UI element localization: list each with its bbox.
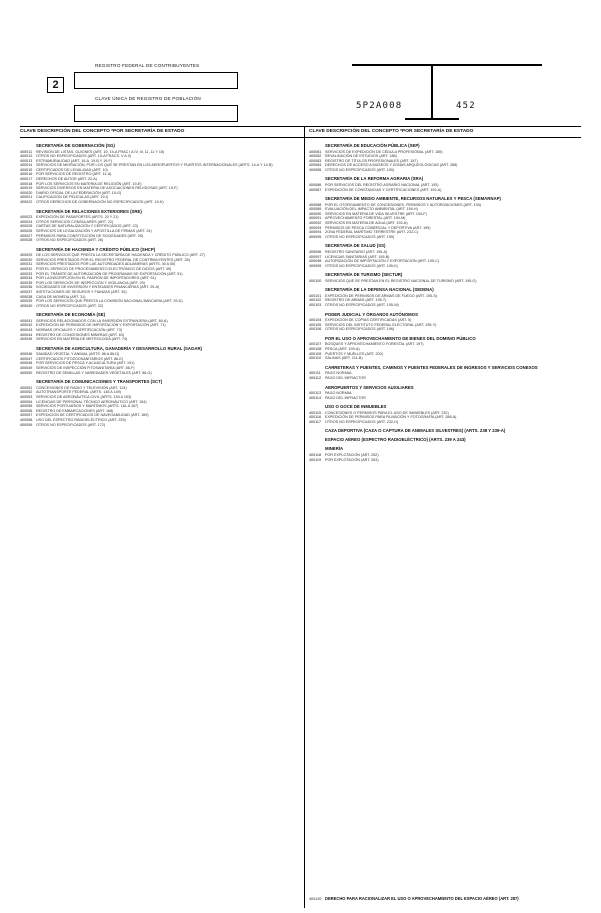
concept-description: OTROS NO ESPECIFICADOS (ART. 232-D) (325, 419, 399, 424)
concept-description: OTROS NO ESPECIFICADOS (ART. 195-K) (325, 263, 398, 268)
concept-key: 400095 (309, 234, 322, 239)
concept-key: 400081 (309, 149, 322, 154)
concept-description: CALIFICACIÓN DE PELÍCULAS (ART. 19-I) (36, 195, 109, 200)
concept-key: 400119 (309, 457, 322, 462)
concept-description: AUTOTRANSPORTE FEDERAL (ARTS. 148 A 149) (36, 390, 121, 395)
concept-key: 400098 (309, 259, 322, 264)
concept-key: 400053 (20, 394, 33, 399)
concept-key: 400097 (309, 254, 322, 259)
concept-description: OTROS SERVICIOS CONSULARES (ART. 22) (36, 219, 114, 224)
concept-description: SERVICIOS DIVERSOS EN MATERIA DE ASOCIACIONES RELIGIOSAS (ART. 19-F) (36, 186, 178, 191)
section-title: ESPACIO AÉREO (ESPECTRO RADIOELÉCTRICO) (ARTS. 239 A 243) (325, 437, 466, 443)
concept-description: EXPEDICIÓN DE PERMISOS DE ARMAS DE FUEGO (ART. 195-S) (325, 293, 438, 298)
concept-description: PERMISOS PARA CONSTITUCIÓN DE SOCIEDADES (ART. 25) (36, 233, 144, 238)
concept-description: POR EL TRÁMITE DE AUTORIZACIÓN DE PROGRAMAS DE EXPORTACIÓN (ART. 51) (36, 271, 183, 276)
section-title: SECRETARÍA DE SALUD (SS) (325, 243, 386, 249)
concept-description: PAGO DEL INFRACTOR (325, 395, 366, 400)
concept-description: POR LA INSCRIPCIÓN EN EL PADRÓN DE IMPORTADORES (ART. 51) (36, 276, 156, 281)
concept-description: PAGO NORMAL (325, 371, 353, 376)
concept-description: OTROS NO ESPECIFICADOS (ART. 19-A FRACS. V A X) (36, 154, 132, 159)
concept-row (309, 264, 581, 269)
concept-key: 400102 (309, 298, 322, 303)
concept-key: 400093 (309, 225, 322, 230)
concept-description: EXPEDICIÓN DE PERMISOS PARA FILMACIÓN Y FOTOGRAFÍA (ART. 288-A) (325, 415, 457, 420)
concept-key: 400021 (20, 195, 33, 200)
concept-key: 400094 (309, 230, 322, 235)
left-concepts-column (20, 139, 300, 907)
left-column-header: CLAVE DESCRIPCIÓN DEL CONCEPTO *POR SECRETARÍA DE ESTADO (20, 129, 185, 134)
concept-description: SERVICIOS QUE SE PRESTAN EN EL REGISTRO NACIONAL DE TURISMO (ART. 195-O) (325, 278, 477, 283)
concept-row (309, 376, 581, 381)
concept-key: 400025 (20, 224, 33, 229)
concept-description: SERVICIOS EN MATERIA DE METROLOGÍA (ART. 74) (36, 337, 128, 342)
concept-key: 400045 (20, 337, 33, 342)
concept-key: 400116 (309, 415, 322, 420)
concept-row (20, 304, 300, 309)
concept-key: 400043 (20, 328, 33, 332)
concept-key: 400091 (309, 216, 322, 221)
concept-key: 400120 (309, 897, 322, 901)
concept-description: SERVICIOS PRESTADOS POR LAS AUTORIDADES ADUANERAS (ARTS. 40 A 50) (36, 262, 176, 267)
concept-key: 400106 (309, 327, 322, 332)
concept-key: 400105 (309, 322, 322, 327)
concept-description: PESCA (ART. 199-A) (325, 347, 360, 352)
concept-key: 400028 (20, 238, 33, 243)
concept-key: 400024 (20, 219, 33, 224)
concept-key: 400026 (20, 228, 33, 233)
concept-description: EXPEDICIÓN DE CONSTANCIAS Y CERTIFICACIONES (ART. 192-A) (325, 187, 442, 192)
concept-key: 400115 (309, 410, 322, 415)
concept-description: REGISTRO DE TÍTULOS PROFESIONALES (ART. 187) (325, 158, 418, 163)
concept-description: CASA DE MONEDA (ART. 31) (36, 294, 86, 299)
concept-description: REGISTRO SANITARIO (ART. 195-A) (325, 249, 388, 254)
concept-description: REVALIDACIÓN DE ESTUDIOS (ART. 186) (325, 154, 397, 159)
concept-key: 400022 (20, 200, 33, 205)
concept-description: AUTORIZACIÓN DE IMPORTACIÓN Y EXPORTACIÓN (ART. 195-C) (325, 259, 439, 264)
concept-key: 400118 (309, 452, 322, 457)
concept-description: OTROS NO ESPECIFICADOS (ART. 26) (36, 238, 104, 243)
concept-description: LICENCIAS SANITARIAS (ART. 195-B) (325, 254, 390, 259)
concept-description: EXPEDICIÓN DE COPIAS CERTIFICADAS (ART. 5) (325, 318, 412, 323)
bracket-stem (431, 64, 433, 119)
right-column-header: CLAVE DESCRIPCIÓN DEL CONCEPTO *POR SECRETARÍA DE ESTADO (309, 129, 474, 134)
section-title: SECRETARÍA DE RELACIONES EXTERIORES (SRE) (36, 208, 142, 214)
column-divider (304, 126, 305, 908)
footer-concept-row (309, 897, 581, 902)
concept-key: 400113 (309, 391, 322, 395)
concept-description: LICENCIAS DE PERSONAL TÉCNICO AERONÁUTICO (ART. 154) (36, 399, 147, 404)
bracket-top-rule (352, 64, 542, 66)
concept-description: POR LOS SERVICIOS EN MATERIA DE RELIGIÓN (ART. 19-E) (36, 181, 142, 186)
concept-row (20, 238, 300, 243)
concept-key: 400046 (20, 352, 33, 357)
concept-row (309, 303, 581, 308)
concept-description: CERTIFICADOS FITOZOOSANITARIOS (ART. 86-E) (36, 356, 124, 361)
section-title: PODER JUDICIAL Y ÓRGANOS AUTÓNOMOS (325, 311, 418, 317)
concept-key: 400041 (20, 318, 33, 323)
concept-row (20, 423, 300, 428)
concept-key: 400038 (20, 294, 33, 299)
concept-key: 400051 (20, 385, 33, 390)
concept-key: 400015 (20, 167, 33, 172)
concept-description: SALINAS (ART. 211-B) (325, 356, 363, 361)
concept-key: 400030 (20, 257, 33, 262)
concept-description: NORMAS OFICIALES Y CERTIFICACIÓN (ART. 73) (36, 328, 122, 332)
concept-key: 400086 (309, 182, 322, 187)
concept-key: 400085 (309, 167, 322, 172)
concept-description: PUERTOS Y MUELLES (ART. 200) (325, 351, 383, 356)
concept-key: 400092 (309, 221, 322, 226)
concept-description: EVALUACIÓN DEL IMPACTO AMBIENTAL (ART. 194-H) (325, 207, 418, 212)
concept-description: SERVICIOS DEL INSTITUTO FEDERAL ELECTORAL (ART. 195-Y) (325, 322, 437, 327)
concept-description: POR EXPLOTACIÓN (ART. 262) (325, 452, 379, 457)
concept-description: DERECHOS DE AUTOR (ART. 22-A) (36, 177, 97, 182)
concept-key: 400103 (309, 303, 322, 308)
bracket-base-rule (405, 118, 459, 120)
concept-key: 400042 (20, 323, 33, 328)
concept-key: 400101 (309, 293, 322, 298)
section-title: USO O GOCE DE INMUEBLES (325, 404, 387, 410)
section-title: SECRETARÍA DE LA REFORMA AGRARIA (SRA) (325, 176, 424, 182)
concept-key: 400099 (309, 263, 322, 268)
concept-row (309, 458, 581, 463)
concept-key: 400110 (309, 356, 322, 361)
concept-description: PERMISOS DE PESCA COMERCIAL Y DEPORTIVA (ART. 199) (325, 225, 431, 230)
concept-description: DERECHOS DE ACCESO A MUSEOS Y ZONAS ARQUEOLÓGICAS (ART. 288) (325, 163, 458, 168)
concept-description: OTROS NO ESPECIFICADOS (ART. 32) (36, 303, 104, 308)
concept-key: 400054 (20, 399, 33, 404)
concept-key: 400036 (20, 285, 33, 290)
concept-key: 400044 (20, 332, 33, 337)
section-title: SECRETARÍA DE COMUNICACIONES Y TRANSPORTES (SCT) (36, 379, 163, 385)
concept-description: USO DEL ESPECTRO RADIOELÉCTRICO (ART. 239) (36, 417, 126, 422)
concept-description: POR SERVICIOS DE PESCA Y ACUACULTURA (ART. 191) (36, 361, 135, 366)
concept-row (309, 396, 581, 401)
concept-description: REVISIÓN DE LISTAS, GUIONES (ART. 19, 19-A FRAC I A IV, III, 11, 11 Y 15) (36, 149, 165, 154)
concept-description: REGISTRO DE SEMILLAS Y VARIEDADES VEGETALES (ART. 86-G) (36, 370, 152, 375)
concept-description: OTROS DERECHOS DE GOBERNACIÓN NO ESPECIFICADOS (ART. 19-K) (36, 200, 164, 205)
concept-description: CONCESIONES O PERMISOS PARA EL USO DE INMUEBLES (ART. 232) (325, 410, 449, 415)
concept-row (20, 200, 300, 205)
concept-description: ESTRAMURALIDAD (ART. 19-A, 19-B Y 19-F) (36, 158, 113, 163)
section-title: MINERÍA (325, 446, 344, 452)
concept-row (20, 337, 300, 342)
concept-key: 400057 (20, 413, 33, 418)
concept-key: 400100 (309, 278, 322, 283)
concept-key: 400088 (309, 202, 322, 207)
concept-row (309, 327, 581, 332)
concept-description: REGISTRO DE EMBARCACIONES (ART. 168) (36, 408, 114, 413)
section-title: POR EL USO O APROVECHAMIENTO DE BIENES DEL DOMINIO PÚBLICO (325, 335, 476, 341)
concept-description: POR SERVICIOS DE REGISTRO (ART. 11-A) (36, 172, 112, 177)
concept-description: INSTITUCIONES DE SEGUROS Y FIANZAS (ART. 30) (36, 289, 127, 294)
concept-key: 400089 (309, 207, 322, 212)
concept-description: OTROS NO ESPECIFICADOS (ART. 196) (325, 327, 395, 332)
concept-description: OTROS NO ESPECIFICADOS (ART. 172) (36, 422, 106, 427)
concept-description: CARTAS DE NATURALIZACIÓN Y CERTIFICADOS (ART. 23) (36, 224, 138, 229)
concept-key: 400011 (20, 149, 33, 154)
concept-description: SERVICIOS DE LEGALIZACIÓN Y APOSTILLA DE FIRMAS (ART. 24) (36, 228, 152, 233)
concept-key: 400037 (20, 289, 33, 294)
concept-key: 400059 (20, 422, 33, 427)
concept-description: OTROS NO ESPECIFICADOS (ART. 195) (325, 234, 395, 239)
concept-key: 400096 (309, 249, 322, 254)
concept-key: 400109 (309, 351, 322, 356)
concept-key: 400013 (20, 158, 33, 163)
concept-description: REGISTRO DE ARMAS (ART. 195-T) (325, 298, 387, 303)
concept-key: 400018 (20, 181, 33, 186)
concept-description: DERECHO PARA RACIONALIZAR EL USO O APROVECHAMIENTO DEL ESPACIO AÉREO (ART. 287) (325, 896, 519, 901)
concept-key: 400084 (309, 163, 322, 168)
concept-row (309, 168, 581, 173)
section-title: SECRETARÍA DE HACIENDA Y CRÉDITO PÚBLICO (SHCP) (36, 246, 156, 252)
curp-label: CLAVE ÚNICA DE REGISTRO DE POBLACIÓN (95, 96, 201, 101)
concept-key: 400114 (309, 395, 322, 400)
concept-description: SERVICIOS EN MATERIA DE AGUA (ART. 192-A) (325, 221, 408, 226)
concept-description: SERVICIOS PRESTADOS POR EL REGISTRO FEDERAL DE CONTRIBUYENTES (ART. 28) (36, 257, 190, 262)
concept-description: EXPEDICIÓN DE PERMISOS DE IMPORTACIÓN Y EXPORTACIÓN (ART. 71) (36, 323, 166, 328)
section-title: SECRETARÍA DE EDUCACIÓN PÚBLICA (SEP) (325, 143, 420, 148)
concept-description: SERVICIOS RELACIONADOS CON LA INVERSIÓN EXTRANJERA (ART. 69-A) (36, 318, 168, 323)
concept-description: POR LOS SERVICIOS QUE PRESTA LA COMISIÓN NACIONAL BANCARIA (ART. 29-D) (36, 299, 183, 304)
section-title: SECRETARÍA DE AGRICULTURA, GANADERÍA Y DESARROLLO RURAL (SAGAR) (36, 345, 202, 351)
concept-description: SERVICIOS DE INSPECCIÓN FITOSANITARIA (ART. 86-F) (36, 366, 135, 371)
concept-key: 400017 (20, 177, 33, 182)
rfc-label: REGISTRO FEDERAL DE CONTRIBUYENTES (95, 63, 200, 68)
concept-key: 400111 (309, 371, 321, 376)
concept-row (309, 356, 581, 361)
concept-key: 400058 (20, 417, 33, 422)
concept-key: 400020 (20, 190, 33, 195)
concept-key: 400108 (309, 347, 322, 352)
columns-header-rule (20, 137, 581, 138)
concept-key: 400034 (20, 276, 33, 281)
concept-key: 400112 (309, 375, 322, 380)
concept-description: POR SERVICIOS DEL REGISTRO AGRARIO NACIONAL (ART. 192) (325, 182, 439, 187)
section-title: CAZA DEPORTIVA (CAZA O CAPTURA DE ANIMALES SILVESTRES) (ARTS. 238 Y 239-A) (325, 428, 506, 434)
concept-row (309, 188, 581, 193)
concept-description: POR LOS SERVICIOS DE INSPECCIÓN Y VIGILANCIA (ART. 29) (36, 280, 145, 285)
concept-description: CONCESIONES DE RADIO Y TELEVISIÓN (ART. 124) (36, 385, 127, 390)
concept-key: 400033 (20, 271, 33, 276)
concept-description: POR EXPLOTACIÓN (ART. 263) (325, 457, 379, 462)
concept-key: 400050 (20, 370, 33, 375)
section-title: SECRETARÍA DE ECONOMÍA (SE) (36, 312, 106, 318)
concept-description: DIARIO OFICIAL DE LA FEDERACIÓN (ART. 19-G) (36, 190, 122, 195)
concept-description: CERTIFICADOS DE LEGALIDAD (ART. 10) (36, 167, 108, 172)
concept-key: 400023 (20, 215, 33, 220)
concept-key: 400027 (20, 233, 33, 238)
rfc-field[interactable] (74, 72, 238, 89)
concept-description: REGISTRO DE CONCESIONES MINERAS (ART. 63) (36, 332, 125, 337)
concept-description: SERVICIOS PORTUARIOS Y MARÍTIMOS (ARTS. 161 A 167) (36, 404, 139, 409)
concept-key: 400019 (20, 186, 33, 191)
concept-key: 400035 (20, 280, 33, 285)
section-title: SECRETARÍA DE MEDIO AMBIENTE, RECURSOS NATURALES Y PESCA (SEMARNAP) (325, 196, 501, 202)
concept-description: PAGO DEL INFRACTOR (325, 375, 366, 380)
concept-row (20, 371, 300, 376)
concept-key: 400039 (20, 299, 33, 304)
concept-key: 400107 (309, 342, 322, 347)
concept-description: OTROS NO ESPECIFICADOS (ART. 190) (325, 167, 395, 172)
concept-key: 400056 (20, 408, 33, 413)
page-number-badge: 2 (47, 77, 64, 93)
concept-description: SERVICIOS DE AERONÁUTICA CIVIL (ARTS. 150 A 153) (36, 394, 132, 399)
concept-description: APROVECHAMIENTO FORESTAL (ART. 194-M) (325, 216, 406, 221)
concept-description: PAGO NORMAL (325, 391, 353, 395)
concept-key: 400031 (20, 262, 33, 267)
concept-description: OTROS NO ESPECIFICADOS (ART. 195-W) (325, 303, 399, 308)
concept-key: 400032 (20, 266, 33, 271)
concept-key: 400014 (20, 163, 33, 168)
columns-top-rule (20, 126, 581, 127)
concept-key: 400087 (309, 187, 322, 192)
concept-description: SERVICIOS EN MATERIA DE VIDA SILVESTRE (ART. 194-F) (325, 211, 427, 216)
concept-description: EXPEDICIÓN DE CERTIFICADOS DE NAVEGABILIDAD (ART. 169) (36, 413, 149, 418)
curp-field[interactable] (74, 105, 238, 122)
concept-key: 400055 (20, 404, 33, 409)
concept-description: ZONA FEDERAL MARÍTIMO TERRESTRE (ART. 232-C) (325, 230, 419, 235)
concept-description: POR EL SERVICIO DE PROCESAMIENTO ELECTRÓNICO DE DATOS (ART. 49) (36, 266, 172, 271)
concept-key: 400104 (309, 318, 322, 323)
concept-key: 400029 (20, 253, 33, 258)
concept-key: 400049 (20, 366, 33, 371)
section-title: SECRETARÍA DE GOBERNACIÓN (SG) (36, 143, 115, 148)
right-concepts-column (309, 139, 581, 894)
concept-key: 400048 (20, 361, 33, 366)
concept-key: 400090 (309, 211, 322, 216)
concept-description: EXPEDICIÓN DE PASAPORTES (ARTS. 20 Y 21) (36, 215, 119, 220)
form-code: 5P2A008 (356, 101, 403, 111)
concept-description: BOSQUES Y APROVECHAMIENTO FORESTAL (ART. 197) (325, 342, 424, 347)
concept-row (309, 235, 581, 240)
concept-description: SERVICIOS DE MIGRACIÓN, POR LOS QUE SE PRESTAN EN LOS AEROPUERTOS Y PUERTOS INTERNACIONALES (ARTS. 14-A Y 14-B) (36, 163, 273, 168)
concept-key: 400052 (20, 390, 33, 395)
concept-key: 400083 (309, 158, 322, 163)
concept-row (309, 420, 581, 425)
concept-key: 400040 (20, 303, 33, 308)
concept-description: SERVICIOS DE EXPEDICIÓN DE CÉDULA PROFESIONAL (ART. 185) (325, 149, 443, 154)
concept-row (309, 279, 581, 284)
section-title: CARRETERAS Y PUENTES, CAMINOS Y PUENTES FEDERALES DE INGRESOS Y SERVICIOS CONEXOS (325, 364, 538, 370)
section-title: AEROPUERTOS Y SERVICIOS AUXILIARES (325, 384, 414, 390)
concept-description: POR EL OTORGAMIENTO DE CONCESIONES, PERMISOS Y AUTORIZACIONES (ART. 194) (325, 202, 482, 207)
form-number: 452 (456, 101, 476, 111)
section-title: SECRETARÍA DE LA DEFENSA NACIONAL (SEDENA) (325, 287, 434, 293)
section-title: SECRETARÍA DE TURISMO (SECTUR) (325, 272, 403, 278)
concept-key: 400082 (309, 154, 322, 159)
concept-key: 400047 (20, 356, 33, 361)
concept-key: 400012 (20, 154, 33, 159)
concept-key: 400016 (20, 172, 33, 177)
concept-description: SOCIEDADES DE INVERSIÓN Y ENTIDADES FINANCIERAS (ART. 29-A) (36, 285, 160, 290)
concept-description: SANIDAD VEGETAL Y ANIMAL (ARTS. 86 A 86-D) (36, 352, 120, 357)
concept-description: DE LOS SERVICIOS QUE PRESTA LA SECRETARÍA DE HACIENDA Y CRÉDITO PÚBLICO (ART. 27) (36, 253, 205, 258)
concept-key: 400117 (309, 419, 322, 424)
